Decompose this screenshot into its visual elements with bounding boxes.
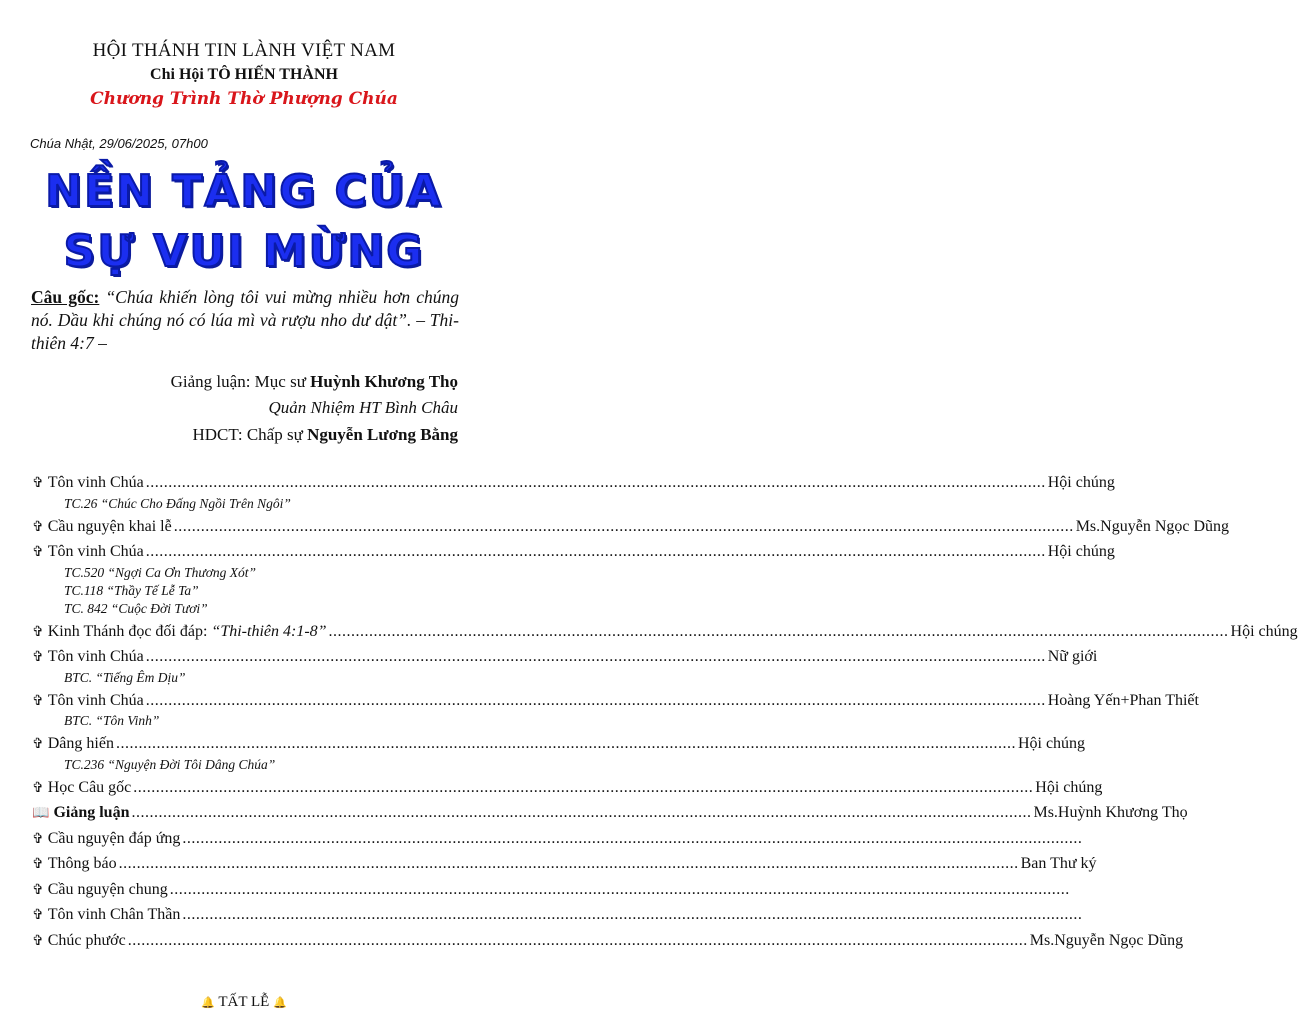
program-item — [32, 543, 1115, 561]
cross-icon: ✞ — [32, 908, 44, 923]
program-item — [32, 855, 1097, 873]
program-item-song: TC. 842 “Cuộc Đời Tươi” — [64, 600, 208, 616]
cross-icon: ✞ — [32, 933, 44, 949]
host-name: Nguyễn Lương Bằng — [307, 425, 458, 444]
program-item-label — [32, 881, 168, 899]
program-item-label — [32, 474, 144, 492]
program-item — [32, 804, 1188, 822]
cross-icon: ✞ — [32, 545, 44, 560]
leader-dots: ........................................................................................................................................................................................................ — [115, 735, 1016, 752]
cross-icon: ✞ — [32, 624, 44, 640]
program-item-text: Tôn vinh Chúa — [47, 543, 144, 560]
program-item-performer: Nữ giới — [1047, 648, 1098, 665]
program-item-label — [32, 830, 180, 848]
cross-icon: ✞ — [32, 519, 44, 535]
cross-icon: ✞ — [32, 831, 44, 847]
program-item-label — [32, 804, 129, 822]
program-item — [32, 735, 1086, 753]
program-item — [32, 691, 1199, 710]
leader-dots: ........................................................................................................................................................................................................ — [133, 778, 1034, 796]
bell-icon: 🔔 — [201, 997, 215, 1009]
leader-dots: ........................................................................................................................................................................................................ — [118, 855, 1019, 872]
program-item — [32, 931, 1184, 950]
key-verse-text: “Chúa khiến lòng tôi vui mừng nhiều hơn chúng nó. Dầu khi chúng nó có lúa mì và rượu nho dư dật”. – Thi-thiên 4:7 – — [31, 287, 459, 353]
program-item-performer: Hội chúng — [1017, 735, 1086, 752]
program-item-song: TC.236 “Nguyện Đời Tôi Dâng Chúa” — [64, 756, 276, 772]
program-item-song: TC.520 “Ngợi Ca Ơn Thương Xót” — [64, 564, 257, 580]
program-item — [32, 648, 1098, 666]
program-item-song: TC.26 “Chúc Cho Đấng Ngồi Trên Ngôi” — [64, 495, 291, 511]
cross-icon: ✞ — [32, 882, 44, 898]
program-item-label — [32, 855, 117, 873]
program-item-text: Tôn vinh Chúa — [47, 474, 144, 491]
program-item-label — [32, 735, 114, 753]
leader-dots: ........................................................................................................................................................................................................ — [173, 517, 1074, 535]
program-item-performer: Hội chúng — [1047, 543, 1115, 560]
leader-dots: ........................................................................................................................................................................................................ — [145, 474, 1046, 491]
program-item — [32, 517, 1230, 536]
program-item-performer: Ms.Nguyễn Ngọc Dũng — [1029, 931, 1184, 949]
program-item-performer: Ms.Nguyễn Ngọc Dũng — [1075, 517, 1230, 535]
program-item — [32, 880, 1070, 899]
program-item-text: Cầu nguyện đáp ứng — [47, 829, 181, 847]
program-item — [32, 474, 1115, 492]
program-item-label — [32, 543, 144, 561]
cross-icon: ✞ — [32, 650, 44, 665]
program-item-label — [32, 932, 126, 950]
program-item-label — [32, 648, 144, 666]
program-item — [32, 906, 1083, 924]
program-item-performer: Hoàng Yến+Phan Thiết — [1047, 691, 1199, 709]
program-item-reference: “Thi-thiên 4:1-8” — [211, 622, 327, 640]
service-date: Chúa Nhật, 29/06/2025, 07h00 — [30, 136, 208, 151]
program-item-text: Học Câu gốc — [47, 778, 132, 796]
chapter-name: Chi Hội TÔ HIẾN THÀNH — [150, 66, 338, 83]
sermon-title-line2: SỰ VUI MỪNG — [63, 226, 425, 277]
preacher-label: Giảng luận: Mục sư — [170, 372, 306, 391]
program-item-text: Giảng luận — [53, 804, 130, 821]
program-title: Chương Trình Thờ Phượng Chúa — [90, 89, 398, 109]
program-item — [32, 778, 1103, 797]
preacher-role: Quản Nhiệm HT Bình Châu — [268, 398, 458, 417]
leader-dots: ........................................................................................................................................................................................................ — [145, 543, 1046, 560]
program-item-song: TC.118 “Thầy Tế Lễ Ta” — [64, 582, 199, 598]
key-verse-label: Câu gốc: — [31, 287, 100, 307]
sermon-title-line1: NỀN TẢNG CỦA — [45, 166, 443, 217]
program-item-song: BTC. “Tôn Vinh” — [64, 713, 160, 728]
leader-dots: ........................................................................................................................................................................................................ — [182, 829, 1083, 847]
program-item-performer: Hội chúng — [1047, 474, 1115, 491]
program-item-text: Tôn vinh Chúa — [47, 691, 144, 709]
program-item-text: Kinh Thánh đọc đối đáp: — [47, 622, 212, 640]
program-item-song: BTC. “Tiếng Êm Dịu” — [64, 669, 186, 685]
cross-icon: ✞ — [32, 476, 44, 491]
cross-icon: ✞ — [32, 857, 44, 872]
program-item-performer: Ban Thư ký — [1020, 855, 1097, 872]
program-item-text: Tôn vinh Chân Thần — [47, 906, 181, 923]
closing-line — [0, 994, 488, 1011]
leader-dots: ........................................................................................................................................................................................................ — [328, 622, 1229, 640]
program-item-text: Chúc phước — [47, 931, 126, 949]
leader-dots: ........................................................................................................................................................................................................ — [145, 648, 1046, 665]
program-item-label — [32, 779, 131, 797]
cross-icon: ✞ — [32, 780, 44, 796]
host-label: HDCT: Chấp sự — [192, 425, 303, 444]
leader-dots: ........................................................................................................................................................................................................ — [182, 906, 1083, 923]
program-item-performer: Hội chúng — [1035, 778, 1103, 796]
cross-icon: ✞ — [32, 693, 44, 709]
host-line — [192, 425, 458, 445]
cross-icon: ✞ — [32, 737, 44, 752]
bell-icon: 🔔 — [273, 997, 287, 1009]
program-item-text: Tôn vinh Chúa — [47, 648, 144, 665]
program-item-performer: Hội chúng — [1230, 622, 1298, 640]
leader-dots: ........................................................................................................................................................................................................ — [131, 804, 1032, 821]
program-item-label — [32, 518, 172, 536]
church-name: HỘI THÁNH TIN LÀNH VIỆT NAM — [92, 40, 396, 61]
program-item — [32, 829, 1083, 848]
program-item-text: Cầu nguyện chung — [47, 880, 168, 898]
leader-dots: ........................................................................................................................................................................................................ — [127, 931, 1028, 949]
closing-text: TẤT LỄ — [218, 994, 270, 1010]
key-verse — [31, 286, 459, 355]
preacher-line — [171, 372, 458, 392]
program-item-text: Dâng hiến — [47, 735, 114, 752]
book-icon: 📖 — [32, 806, 50, 821]
preacher-name: Huỳnh Khương Thọ — [310, 372, 458, 391]
leader-dots: ........................................................................................................................................................................................................ — [169, 880, 1070, 898]
program-item-performer: Ms.Huỳnh Khương Thọ — [1033, 804, 1188, 821]
program-item-label — [32, 692, 144, 710]
program-item-text: Cầu nguyện khai lễ — [47, 517, 172, 535]
program-item-label — [32, 906, 180, 924]
leader-dots: ........................................................................................................................................................................................................ — [145, 691, 1046, 709]
program-item — [32, 622, 1298, 641]
program-item-label — [32, 623, 327, 641]
program-item-text: Thông báo — [47, 855, 117, 872]
